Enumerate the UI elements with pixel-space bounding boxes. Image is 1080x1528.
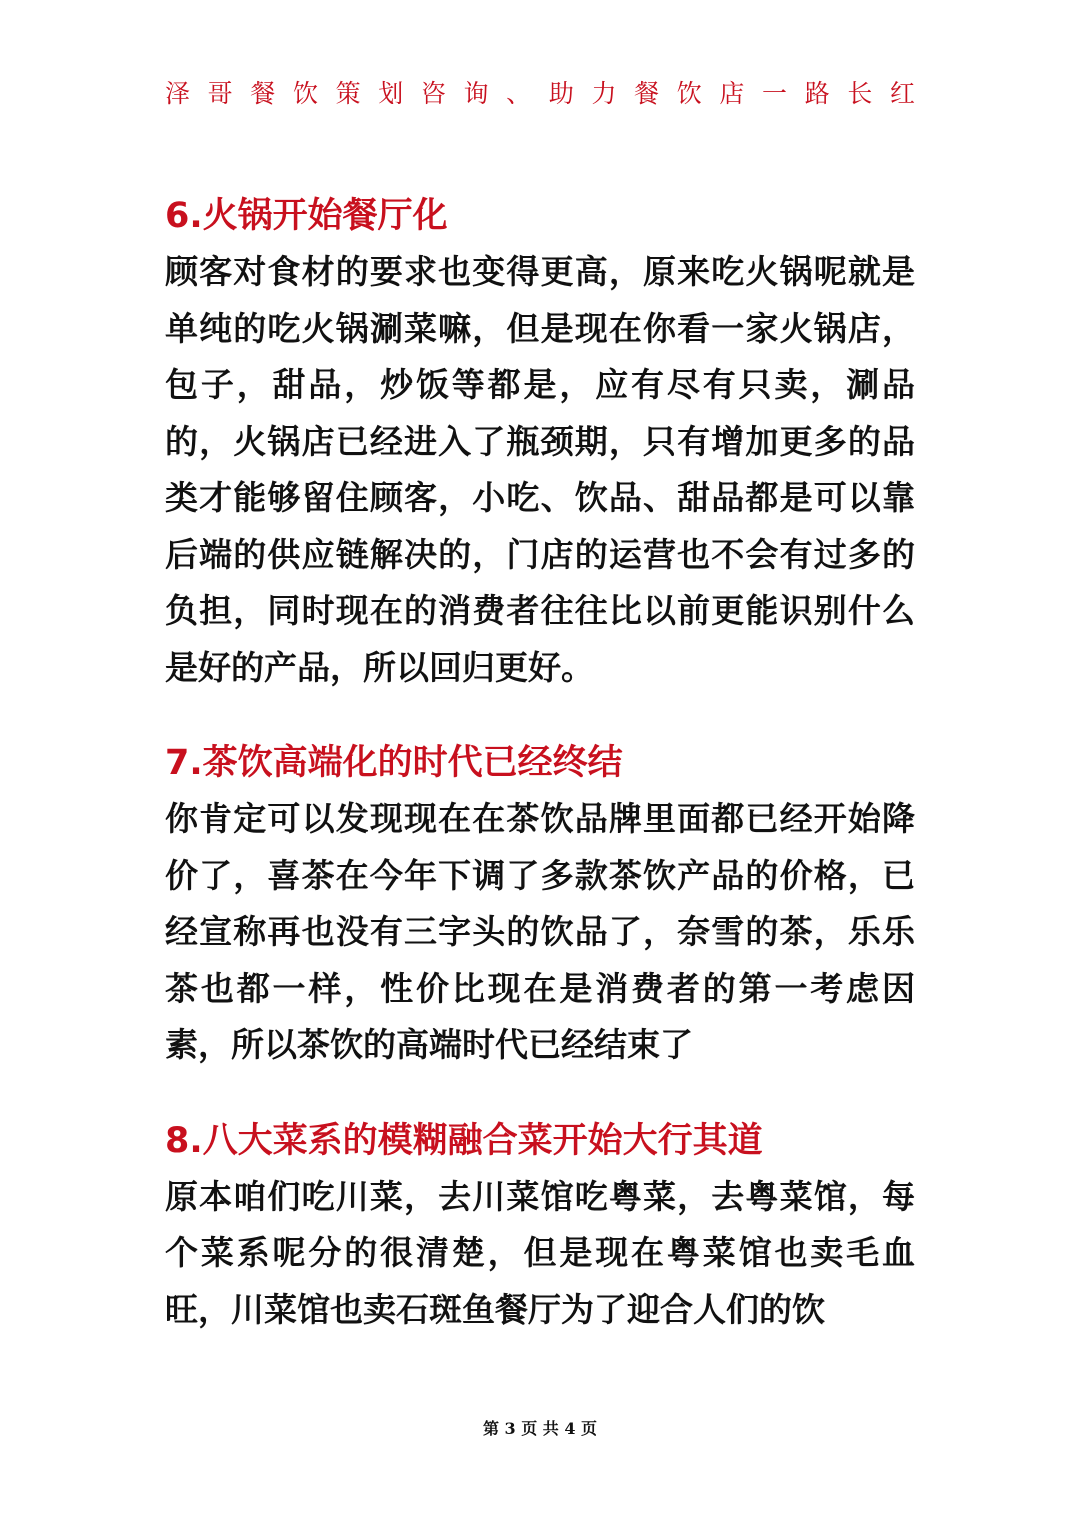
section-hotpot [165,188,915,696]
page-header: 泽哥餐饮策划咨询、助力餐饮店一路长红 [165,79,915,108]
document-content [165,188,915,1377]
section-body: 顾客对食材的要求也变得更高，原来吃火锅呢就是单纯的吃火锅涮菜嘛，但是现在你看一家火锅店，包子，甜品，炒饭等都是，应有尽有只卖，涮品的，火锅店已经进入了瓶颈期，只有增加更多的品类才能够留住顾客，小吃、饮品、甜品都是可以靠后端的供应链解决的，门店的运营也不会有过多的负担，同时现在的消费者往往比以前更能识别什么是好的产品，所以回归更好。 [165,252,915,687]
section-title: 8.八大菜系的模糊融合菜开始大行其道 [165,1120,763,1161]
section-title: 6.火锅开始餐厅化 [165,196,448,236]
section-tea-drinks [165,735,915,1074]
section-title: 7.茶饮高端化的时代已经终结 [165,743,623,783]
section-body: 你肯定可以发现现在在茶饮品牌里面都已经开始降价了，喜茶在今年下调了多款茶饮产品的价格，已经宣称再也没有三字头的饮品了，奈雪的茶，乐乐茶也都一样，性价比现在是消费者的第一考虑因素，所以茶饮的高端时代已经结束了 [165,799,915,1064]
section-body: 原本咱们吃川菜，去川菜馆吃粤菜，去粤菜馆，每个菜系呢分的很清楚，但是现在粤菜馆也卖毛血旺，川菜馆也卖石斑鱼餐厅为了迎合人们的饮 [165,1176,915,1329]
page-number-footer: 第 3 页 共 4 页 [482,1419,598,1438]
section-fusion-cuisine [165,1113,915,1339]
